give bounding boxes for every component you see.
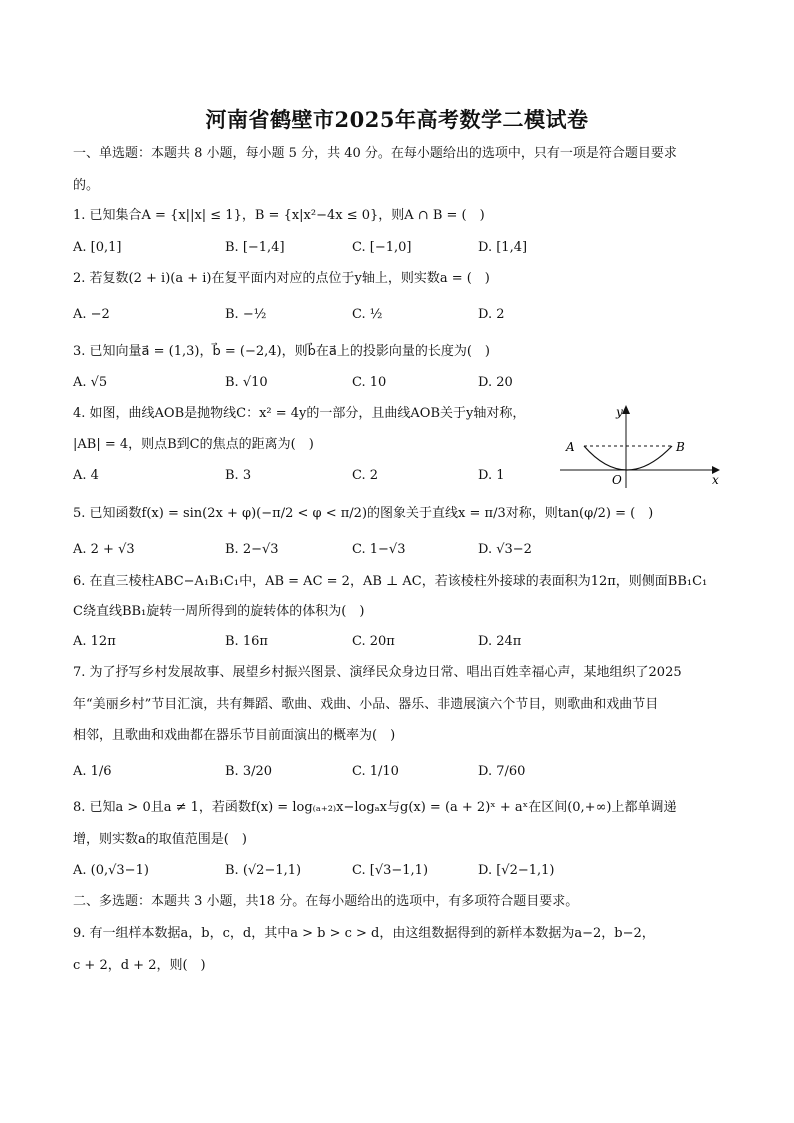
question-5-stem: 5. 已知函数f(x) = sin(2x + φ)(−π/2 < φ < π/2)的图象关于直线x = π/3对称，则tan(φ/2) = ( ) xyxy=(73,506,654,521)
y-axis-arrow xyxy=(622,405,630,414)
question-7-option-a: A. 1/6 xyxy=(73,764,112,779)
point-a-label: A xyxy=(566,440,575,454)
question-2-stem: 2. 若复数(2 + i)(a + i)在复平面内对应的点位于y轴上，则实数a = ( ) xyxy=(73,271,490,286)
question-1-option-a: A. [0,1] xyxy=(73,240,122,255)
question-8-option-a: A. (0,√3−1) xyxy=(73,863,149,878)
question-3-stem: 3. 已知向量a⃗ = (1,3)，b⃗ = (−2,4)，则b⃗在a⃗上的投影向量的长度为( ) xyxy=(73,344,490,359)
question-6-option-c: C. 20π xyxy=(352,634,395,649)
question-2-option-c: C. ½ xyxy=(352,307,383,322)
question-7-option-d: D. 7/60 xyxy=(478,764,526,779)
question-8-option-c: C. [√3−1,1) xyxy=(352,863,429,878)
question-6-option-a: A. 12π xyxy=(73,634,116,649)
page-title: 河南省鹤壁市2025年高考数学二模试卷 xyxy=(205,107,589,132)
question-6-stem-cont: C绕直线BB₁旋转一周所得到的旋转体的体积为( ) xyxy=(73,604,365,619)
question-1-stem: 1. 已知集合A = {x||x| ≤ 1}，B = {x|x²−4x ≤ 0}，则A ∩ B = ( ) xyxy=(73,208,485,223)
question-1-option-c: C. [−1,0] xyxy=(352,240,412,255)
question-6-stem: 6. 在直三棱柱ABC−A₁B₁C₁中，AB = AC = 2，AB ⊥ AC，若该棱柱外接球的表面积为12π，则侧面BB₁C₁ xyxy=(73,574,708,589)
question-8-option-d: D. [√2−1,1) xyxy=(478,863,555,878)
x-axis-label: x xyxy=(712,473,719,487)
question-7-stem: 7. 为了抒写乡村发展故事、展望乡村振兴图景、演绎民众身边日常、唱出百姓幸福心声，某地组织了2025 xyxy=(73,665,682,680)
question-2-option-a: A. −2 xyxy=(73,307,110,322)
question-9-stem: 9. 有一组样本数据a，b，c，d，其中a > b > c > d，由这组数据得到的新样本数据为a−2，b−2， xyxy=(73,926,655,941)
question-4-stem-cont: |AB| = 4，则点B到C的焦点的距离为( ) xyxy=(73,437,314,452)
question-4-option-a: A. 4 xyxy=(73,468,99,483)
question-1-option-b: B. [−1,4] xyxy=(225,240,285,255)
question-3-option-a: A. √5 xyxy=(73,375,108,390)
question-3-option-d: D. 20 xyxy=(478,375,513,390)
question-4-option-c: C. 2 xyxy=(352,468,379,483)
origin-label: O xyxy=(612,473,622,487)
question-7-stem-cont-1: 年“美丽乡村”节目汇演，共有舞蹈、歌曲、戏曲、小品、器乐、非遗展演六个节目，则歌曲和戏曲节目 xyxy=(73,697,659,712)
parabola-figure xyxy=(560,402,730,488)
question-6-option-d: D. 24π xyxy=(478,634,522,649)
question-5-option-c: C. 1−√3 xyxy=(352,542,406,557)
question-5-option-b: B. 2−√3 xyxy=(225,542,279,557)
question-7-option-c: C. 1/10 xyxy=(352,764,399,779)
section-header-multiple-choice: 二、多选题：本题共 3 小题，共18 分。在每小题给出的选项中，有多项符合题目要求。 xyxy=(73,894,579,909)
question-5-option-a: A. 2 + √3 xyxy=(73,542,135,557)
question-3-option-c: C. 10 xyxy=(352,375,387,390)
point-b-label: B xyxy=(676,440,685,454)
question-5-option-d: D. √3−2 xyxy=(478,542,532,557)
question-2-option-d: D. 2 xyxy=(478,307,505,322)
question-8-option-b: B. (√2−1,1) xyxy=(225,863,302,878)
y-axis-label: y xyxy=(616,405,623,419)
question-1-option-d: D. [1,4] xyxy=(478,240,528,255)
question-4-stem: 4. 如图，曲线AOB是抛物线C：x² = 4y的一部分，且曲线AOB关于y轴对称， xyxy=(73,406,526,421)
question-3-option-b: B. √10 xyxy=(225,375,268,390)
question-9-stem-cont: c + 2，d + 2，则( ) xyxy=(73,958,206,973)
question-2-option-b: B. −½ xyxy=(225,307,267,322)
question-6-option-b: B. 16π xyxy=(225,634,268,649)
question-4-option-d: D. 1 xyxy=(478,468,505,483)
section-header-single-choice: 一、单选题：本题共 8 小题，每小题 5 分，共 40 分。在每小题给出的选项中，只有一项是符合题目要求 xyxy=(73,146,677,161)
question-4-option-b: B. 3 xyxy=(225,468,252,483)
parabola-curve xyxy=(584,446,672,470)
question-7-option-b: B. 3/20 xyxy=(225,764,273,779)
question-8-stem: 8. 已知a > 0且a ≠ 1，若函数f(x) = log₍ₐ₊₂₎x−logₐx与g(x) = (a + 2)ˣ + aˣ在区间(0,+∞)上都单调递 xyxy=(73,800,677,815)
question-7-stem-cont-2: 相邻，且歌曲和戏曲都在器乐节目前面演出的概率为( ) xyxy=(73,728,396,743)
section-header-single-choice-cont: 的。 xyxy=(73,178,100,193)
question-8-stem-cont: 增，则实数a的取值范围是( ) xyxy=(73,832,247,847)
